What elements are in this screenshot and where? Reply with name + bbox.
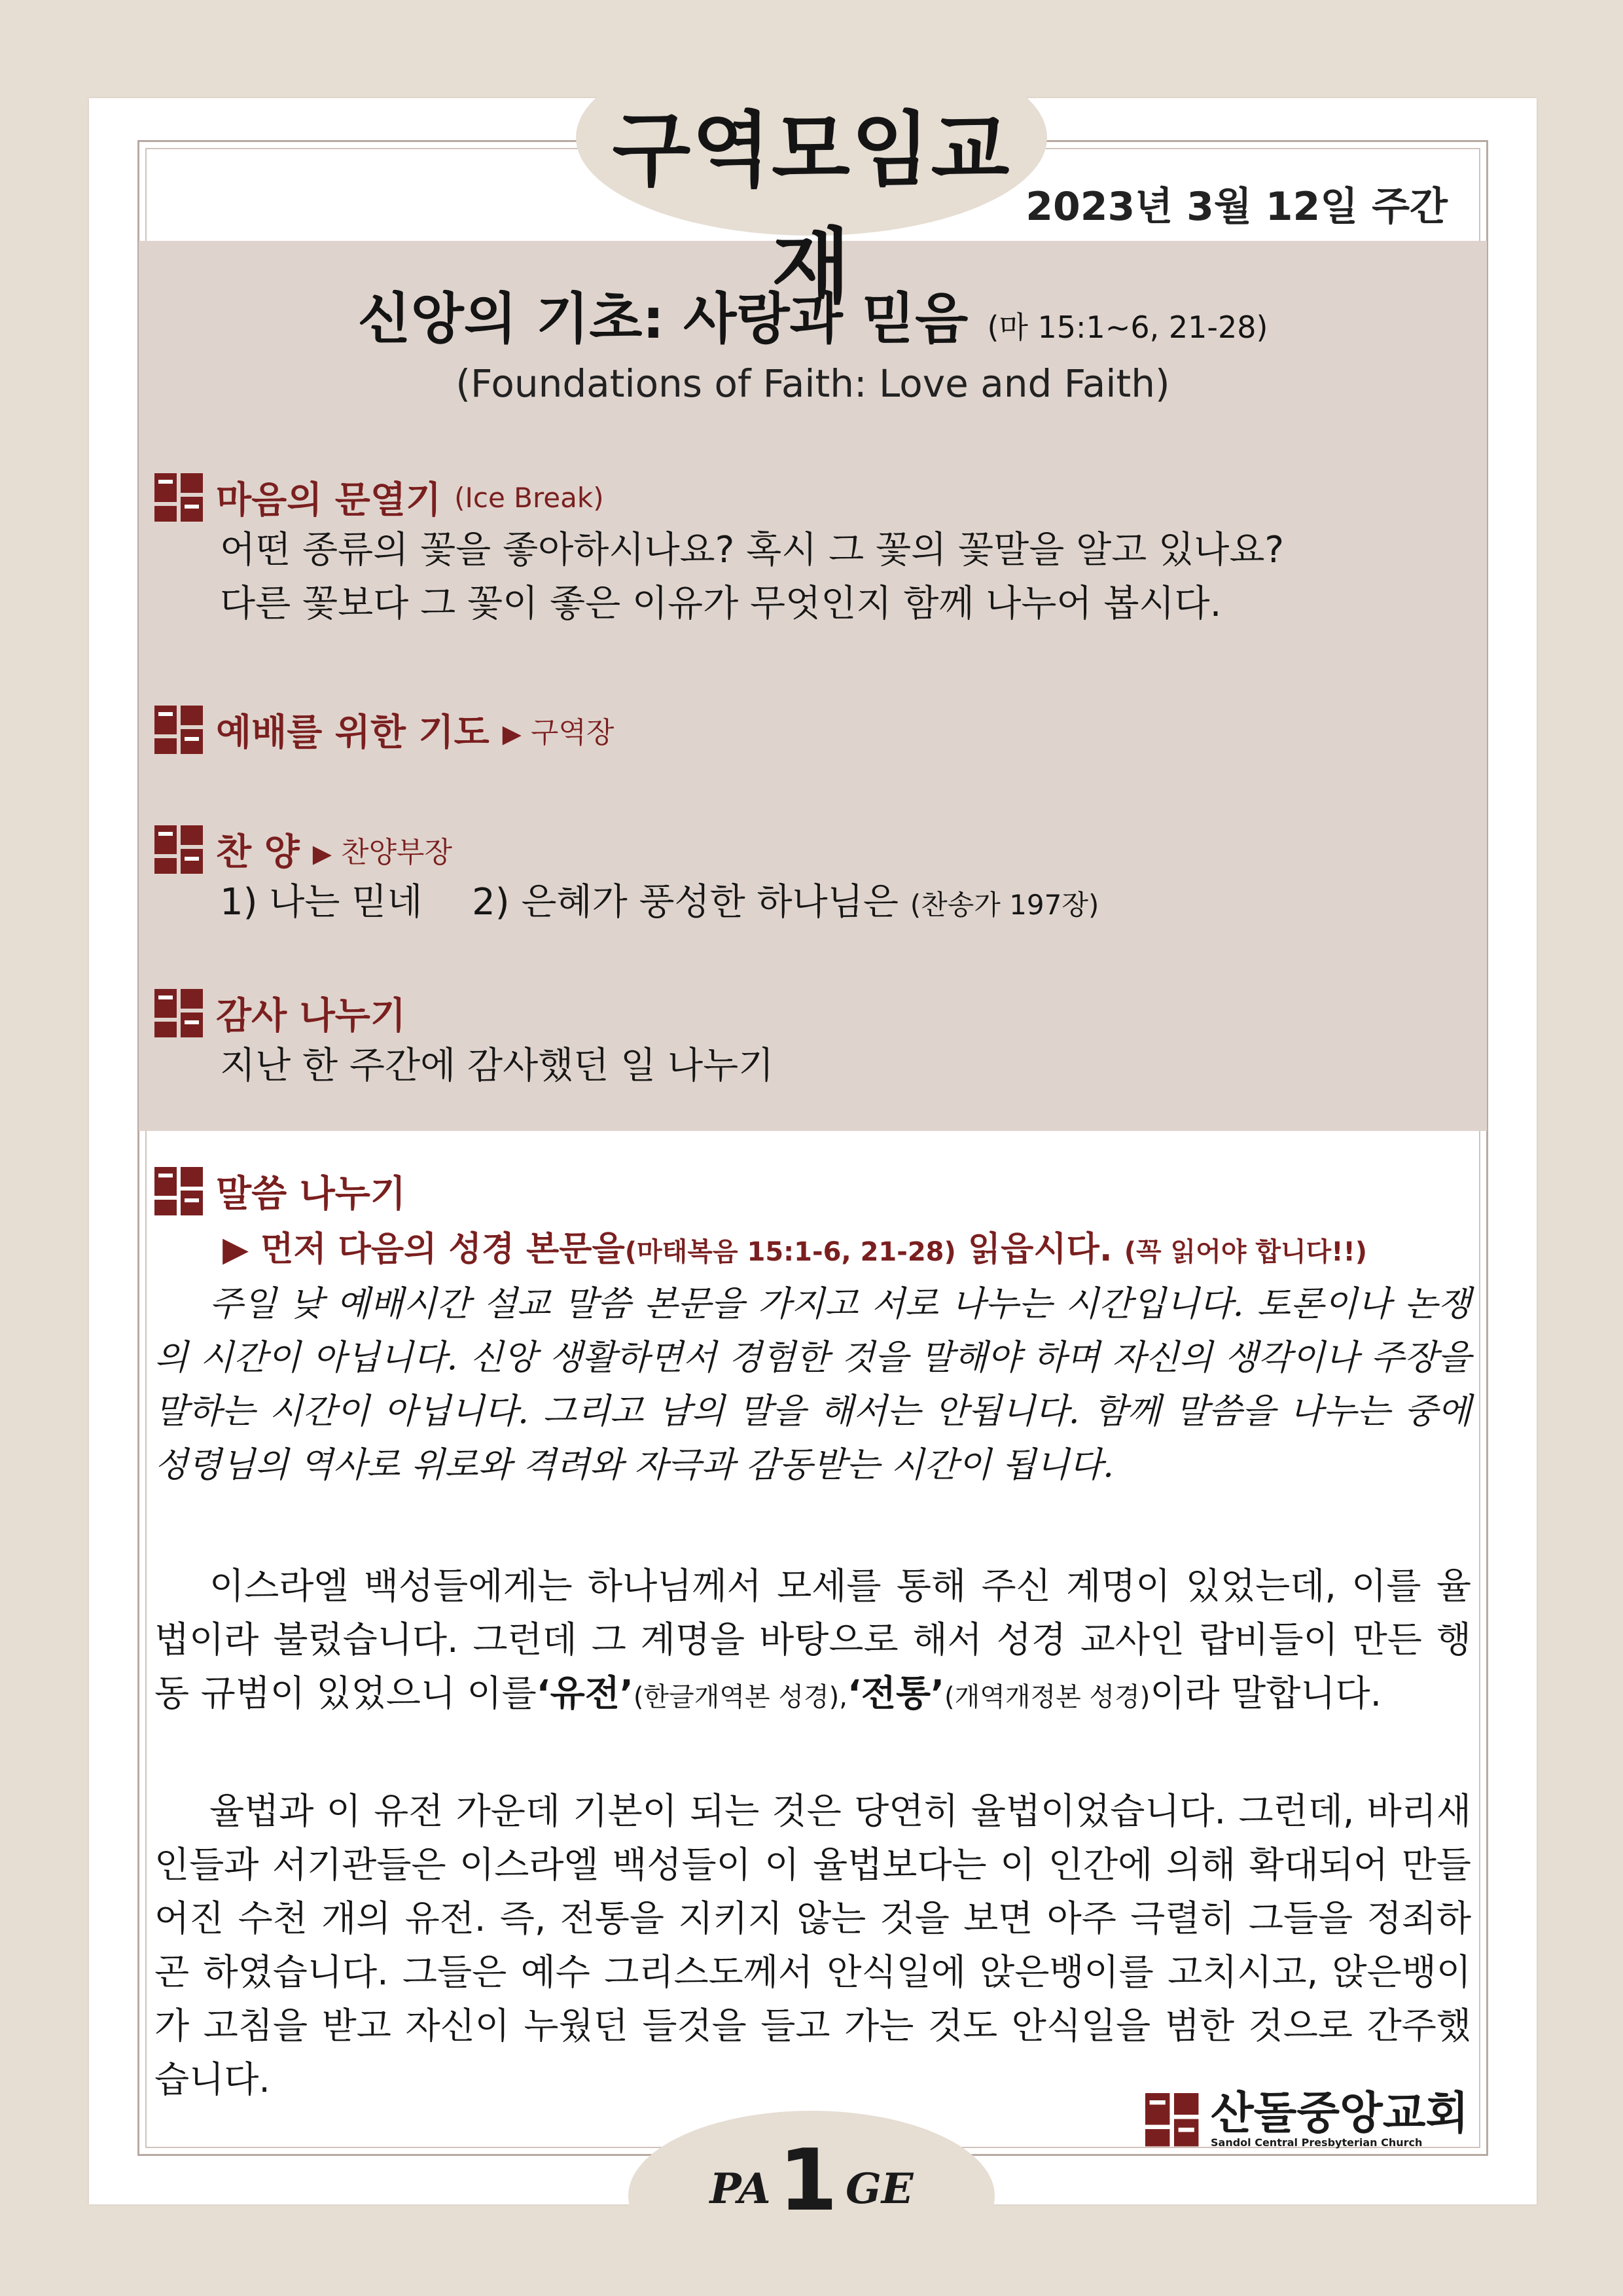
term-tradition-2: ‘전통’ [847,1672,944,1714]
intro-paragraph: 주일 낮 예배시간 설교 말씀 본문을 가지고 서로 나누는 시간입니다. 토론이나 논쟁의 시간이 아닙니다. 신앙 생활하면서 경험한 것을 말해야 하며 자신의 생각이나 주장을 말하는 시간이 아닙니다. 그리고 남의 말을 해서는 안됩니다. 함께 말씀을 나누는 중에 성령님의 역사로 위로와 격려와 자극과 감동받는 시간이 됩니다. [154,1284,1471,1485]
instruction-text-b: 읽읍시다. [967,1230,1113,1269]
term-note-2: (개역개정본 성경) [944,1682,1150,1712]
term-tradition-1: ‘유전’ [536,1672,633,1714]
thanks-line: 지난 한 주간에 감사했던 일 나누기 [220,1045,774,1087]
section-prayer [154,704,614,756]
section-leader [503,709,615,751]
sermon-reference: (마 15:1~6, 21-28) [987,310,1268,345]
leader-role: 찬양부장 [340,836,452,869]
icebreak-line-2: 다른 꽃보다 그 꽃이 좋은 이유가 무엇인지 함께 나누어 봅시다. [220,583,1222,625]
church-mark-icon [1145,2093,1205,2153]
document-title: 구역모임교재 [612,103,1011,314]
icebreak-line-1: 어떤 종류의 꽃을 좋아하시나요? 혹시 그 꽃의 꽃말을 알고 있나요? [220,529,1285,571]
section-title: 마음의 문열기 [216,479,442,522]
section-title: 감사 나누기 [216,995,406,1037]
page-prefix: PA [709,2164,771,2214]
church-logo [1145,2088,1469,2149]
instruction-reference: (마태복음 15:1-6, 21-28) [624,1237,956,1267]
song-2: 2) 은혜가 풍성한 하나님은 [472,881,899,924]
church-mark-icon [154,1167,203,1215]
church-mark-icon [154,989,203,1037]
church-name-en: Sandol Central Presbyterian Church [1211,2136,1423,2149]
section-title: 예배를 위한 기도 [216,711,490,754]
sermon-title-text: 신앙의 기초: 사랑과 믿음 [357,287,969,351]
song-2-note: (찬송가 197장) [910,889,1099,921]
song-1: 1) 나는 믿네 [220,881,423,924]
section-title: 말씀 나누기 [216,1173,406,1215]
arrow-right-icon: ▶ [312,839,332,868]
church-mark-icon [154,473,203,522]
section-leader [313,829,452,870]
church-mark-icon [154,706,203,754]
instruction-text-a: 먼저 다음의 성경 본문을 [260,1230,625,1269]
page-number-value: 1 [778,2130,838,2230]
paragraph-2: 율법과 이 유전 가운데 기본이 되는 것은 당연히 율법이었습니다. 그런데, 바리새인들과 서기관들은 이스라엘 백성들이 이 율법보다는 이 인간에 의해 확대되어 만들어진 수천 개의 유전. 즉, 전통을 지키지 않는 것을 보면 아주 극렬히 그들을 정죄하곤 하였습니다. 그들은 예수 그리스도께서 안식일에 앉은뱅이를 고치시고, 앉은뱅이가 고침을 받고 자신이 누웠던 들것을 들고 가는 것도 안식일을 범한 것으로 간주했습니다. [154,1790,1471,2100]
section-title: 찬 양 [216,831,300,874]
section-heading [154,471,1284,524]
reading-instruction [223,1221,1367,1270]
section-subtitle: (Ice Break) [454,481,604,514]
week-date: 2023년 3월 12일 주간 [1026,184,1448,230]
sermon-subtitle: (Foundations of Faith: Love and Faith) [455,361,1170,406]
church-name: 산돌중앙교회 [1211,2088,1469,2140]
section-icebreak [154,471,1284,631]
paragraph-1-text: 이스라엘 백성들에게는 하나님께서 모세를 통해 주신 계명이 있었는데, 이를 율법이라 불렀습니다. 그런데 그 계명을 바탕으로 해서 성경 교사인 랍비들이 만든 행동 규범이 있었으니 이를 [154,1565,1471,1714]
instruction-note: (꼭 읽어야 합니다!!) [1124,1237,1368,1267]
leader-role: 구역장 [530,716,615,749]
church-mark-icon [154,825,203,874]
section-praise [154,823,1099,932]
sermon-title [139,275,1487,354]
page-suffix: GE [846,2164,914,2214]
section-heading [154,987,774,1039]
page-number [628,2130,995,2230]
term-note-1: (한글개역본 성경), [633,1682,847,1712]
section-heading [154,1165,406,1217]
section-heading [154,823,1099,876]
paragraph-1 [154,1559,1471,1724]
section-word [154,1165,406,1217]
church-text [1211,2088,1469,2149]
arrow-right-icon: ▶ [502,719,522,748]
praise-songs [220,876,1099,932]
section-thanks [154,987,774,1093]
section-heading [154,704,614,756]
paragraph-1-end: 이라 말합니다. [1150,1672,1382,1714]
arrow-right-icon: ▶ [223,1230,249,1269]
